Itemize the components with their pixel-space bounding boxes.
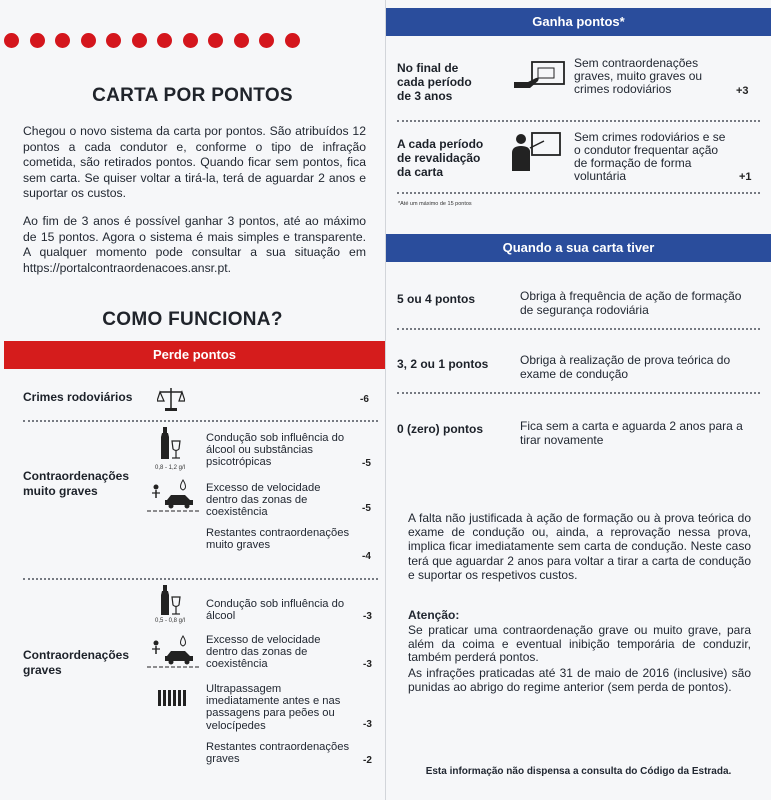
lose-points-header: Perde pontos xyxy=(4,341,385,369)
serious-item-1: Condução sob influência do álcool xyxy=(206,598,345,623)
crimes-value: -6 xyxy=(360,394,369,405)
very-serious-label: Contraordenações muito graves xyxy=(23,469,130,498)
divider xyxy=(23,578,378,580)
serious-label: Contraordenações graves xyxy=(23,648,130,677)
when-license-header: Quando a sua carta tiver xyxy=(386,234,771,262)
very-serious-item-1: Condução sob influência do álcool ou substâncias psicotrópicas xyxy=(206,432,345,469)
gain-row-1-label: No final de cada período de 3 anos xyxy=(397,61,472,103)
left-panel xyxy=(0,0,385,800)
teacher-board-icon xyxy=(510,131,562,171)
when-row-2-label: 3, 2 ou 1 pontos xyxy=(397,357,489,371)
attention-title: Atenção: xyxy=(408,608,460,622)
when-row-3-label: 0 (zero) pontos xyxy=(397,422,483,436)
attention-text-2: As infrações praticadas até 31 de maio de 2016 (inclusive) são punidas ao abrigo do regime anterior (sem perda de pontos). xyxy=(408,666,751,694)
divider xyxy=(397,392,760,394)
license-hand-icon xyxy=(514,60,566,94)
bottle-glass-icon xyxy=(160,427,182,461)
attention-text-1: Se praticar uma contraordenação grave ou muito grave, para além da coima e eventual inibição temporária de conduzir, também perderá pontos. xyxy=(408,623,751,664)
divider xyxy=(397,192,760,194)
divider xyxy=(397,120,760,122)
serious-value-4: -2 xyxy=(363,755,372,766)
very-serious-value-3: -4 xyxy=(362,551,371,562)
serious-item-2: Excesso de velocidade dentro das zonas de coexistência xyxy=(206,634,321,671)
very-serious-item-2: Excesso de velocidade dentro das zonas de coexistência xyxy=(206,482,321,519)
car-pedestrian-icon xyxy=(147,478,199,514)
gain-row-2-label: A cada período de revalidação da carta xyxy=(397,137,484,179)
alcohol-range: 0,8 - 1,2 g/l xyxy=(155,465,186,471)
gain-row-1-value: +3 xyxy=(736,85,749,97)
very-serious-item-3: Restantes contraordenações muito graves xyxy=(206,527,350,552)
serious-value-1: -3 xyxy=(363,611,372,622)
gain-points-header: Ganha pontos* xyxy=(386,8,771,36)
gain-row-1-text: Sem contraordenações graves, muito graves ou crimes rodoviários xyxy=(574,56,703,96)
intro-paragraph xyxy=(23,124,366,276)
red-dots-decoration xyxy=(4,33,300,48)
crimes-label: Crimes rodoviários xyxy=(23,390,133,404)
very-serious-value-1: -5 xyxy=(362,458,371,469)
very-serious-value-2: -5 xyxy=(362,503,371,514)
intro-text-2: Ao fim de 3 anos é possível ganhar 3 pontos, até ao máximo de 15 pontos. Agora o sistema é mais simples e transparente. A qualquer momento pode consultar a sua situação em https://portalcontraordenacoes.ansr.pt. xyxy=(23,213,366,275)
when-row-2-text: Obriga à realização de prova teórica do exame de condução xyxy=(520,353,731,381)
scales-icon xyxy=(157,386,185,412)
bottle-glass-icon xyxy=(160,585,182,617)
serious-value-2: -3 xyxy=(363,659,372,670)
divider xyxy=(23,420,378,422)
when-row-3-text: Fica sem a carta e aguarda 2 anos para a tirar novamente xyxy=(520,419,743,447)
right-panel xyxy=(386,0,771,800)
page-title: CARTA POR PONTOS xyxy=(92,85,293,106)
serious-value-3: -3 xyxy=(363,719,372,730)
footer-note: Esta informação não dispensa a consulta do Código da Estrada. xyxy=(425,766,732,777)
section-title: COMO FUNCIONA? xyxy=(102,309,283,330)
car-pedestrian-icon xyxy=(147,634,199,670)
gain-row-2-text: Sem crimes rodoviários e se o condutor frequentar ação de formação de forma voluntária xyxy=(574,130,726,183)
divider xyxy=(397,328,760,330)
footnote: *Até um máximo de 15 pontos xyxy=(398,201,472,207)
when-row-1-text: Obriga à frequência de ação de formação de segurança rodoviária xyxy=(520,289,742,317)
serious-item-4: Restantes contraordenações graves xyxy=(206,741,350,766)
alcohol-range: 0,5 - 0,8 g/l xyxy=(155,618,186,624)
serious-item-3: Ultrapassagem imediatamente antes e nas passagens para peões ou velocípedes xyxy=(206,683,341,732)
intro-text-1: Chegou o novo sistema da carta por pontos. São atribuídos 12 pontos a cada condutor e, conforme o tipo de infração cometida, são retirados pontos. Quando ficar sem pontos, fica sem carta. Se quiser voltar a tirá-la, terá de aguardar 2 anos e suportar os custos. xyxy=(23,124,366,201)
absence-paragraph: A falta não justificada à ação de formação ou à prova teórica do exame de condução ou, ainda, a reprovação nessa prova, implica ficar imediatamente sem carta de condução. Neste caso terá que aguardar 2 anos para voltar a tirar a carta de condução e suportar os respetivos custos. xyxy=(408,511,751,582)
gain-row-2-value: +1 xyxy=(739,171,752,183)
when-row-1-label: 5 ou 4 pontos xyxy=(397,292,475,306)
crosswalk-icon xyxy=(158,690,188,706)
